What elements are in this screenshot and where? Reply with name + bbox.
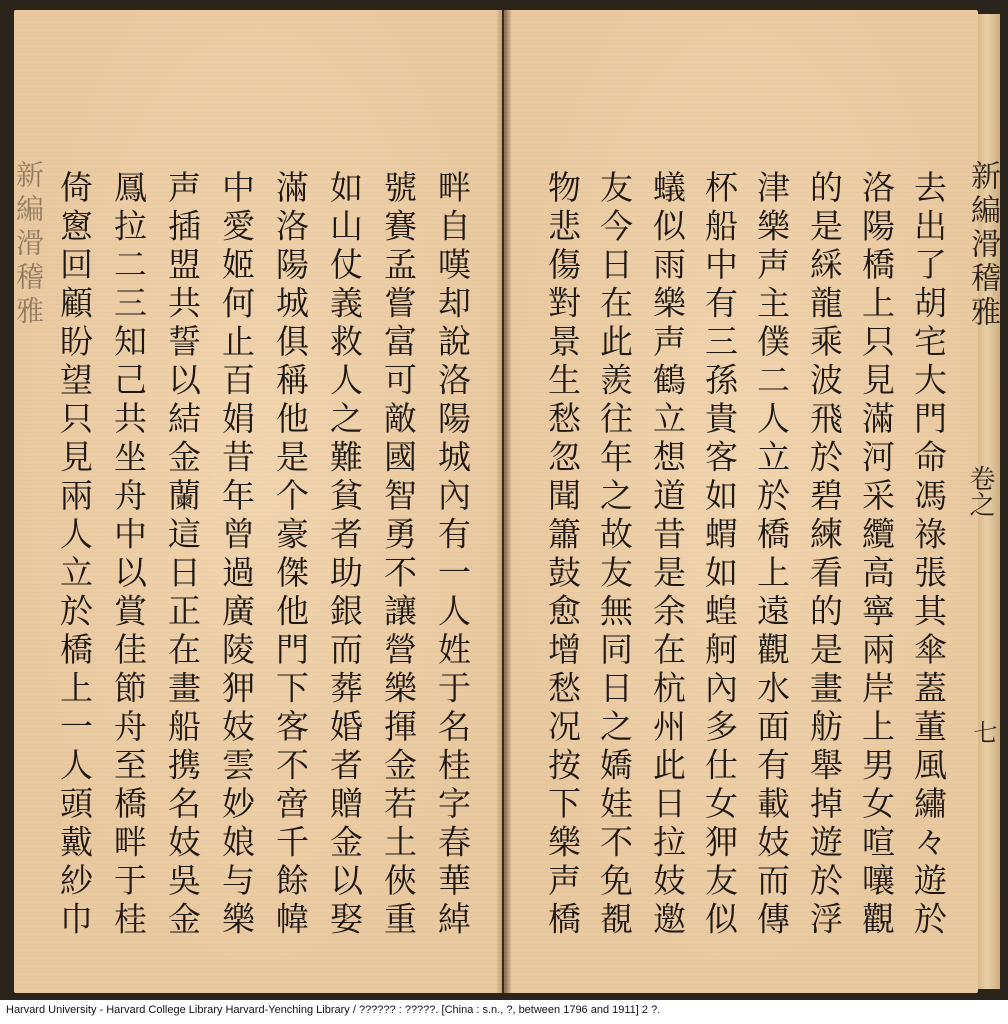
text-column: 声插盟共誓以結金蘭這日正在畫船携名妓吳金 xyxy=(163,170,202,940)
text-column: 倚窻回顧盼望只見兩人立於橋上一人頭戴紗巾 xyxy=(55,170,94,940)
text-column: 鳳拉二三知己共坐舟中以賞佳節舟至橋畔于桂 xyxy=(109,170,148,940)
text-column: 洛陽橋上只見滿河采纜高寧兩岸上男女喧嚷觀 xyxy=(857,170,896,940)
text-column: 蟻似雨樂声鶴立想道昔是余在杭州此日拉妓邀 xyxy=(648,170,687,940)
text-column: 津樂声主僕二人立於橋上遠觀水面有載妓而傳 xyxy=(752,170,791,940)
text-column: 中愛姬何止百娟昔年曾過廣陵狎妓雲妙娘与樂 xyxy=(217,170,256,940)
text-column: 的是綵龍乘波飛於碧練看的是畫舫舉掉遊於浮 xyxy=(805,170,844,940)
facing-page-fragment: 新編滑稽雅 xyxy=(12,160,45,330)
text-column: 滿洛陽城俱稱他是个豪傑他門下客不啻千餘幃 xyxy=(271,170,310,940)
text-column: 如山仗義救人之難貧者助銀而葬婚者贈金以娶 xyxy=(325,170,364,940)
page-header-title: 新編滑稽雅 xyxy=(965,160,1000,330)
text-column: 友今日在此羨往年之故友無同日之嬌娃不免覩 xyxy=(595,170,634,940)
text-column: 物悲傷對景生愁忽聞簫鼓愈增愁况按下樂声橋 xyxy=(543,170,582,940)
text-column: 去出了胡宅大門命馮祿張其傘蓋董風繡々遊於 xyxy=(909,170,948,940)
page-header-chapter: 卷之 xyxy=(965,465,995,517)
image-citation: Harvard University - Harvard College Library Harvard-Yenching Library / ?????? : ?????. [China : s.n., ?, between 1796 and 1911] 2 ?. xyxy=(6,1004,661,1016)
text-column: 畔自嘆却說洛陽城內有一人姓于名桂字春華綽 xyxy=(433,170,472,940)
text-column: 號賽孟嘗富可敵國智勇不讓營樂揮金若土俠重 xyxy=(379,170,418,940)
page-number: 七 xyxy=(969,720,997,744)
text-column: 杯船中有三孫貴客如蝟如蝗舸內多仕女狎友似 xyxy=(700,170,739,940)
book-gutter xyxy=(496,10,512,993)
